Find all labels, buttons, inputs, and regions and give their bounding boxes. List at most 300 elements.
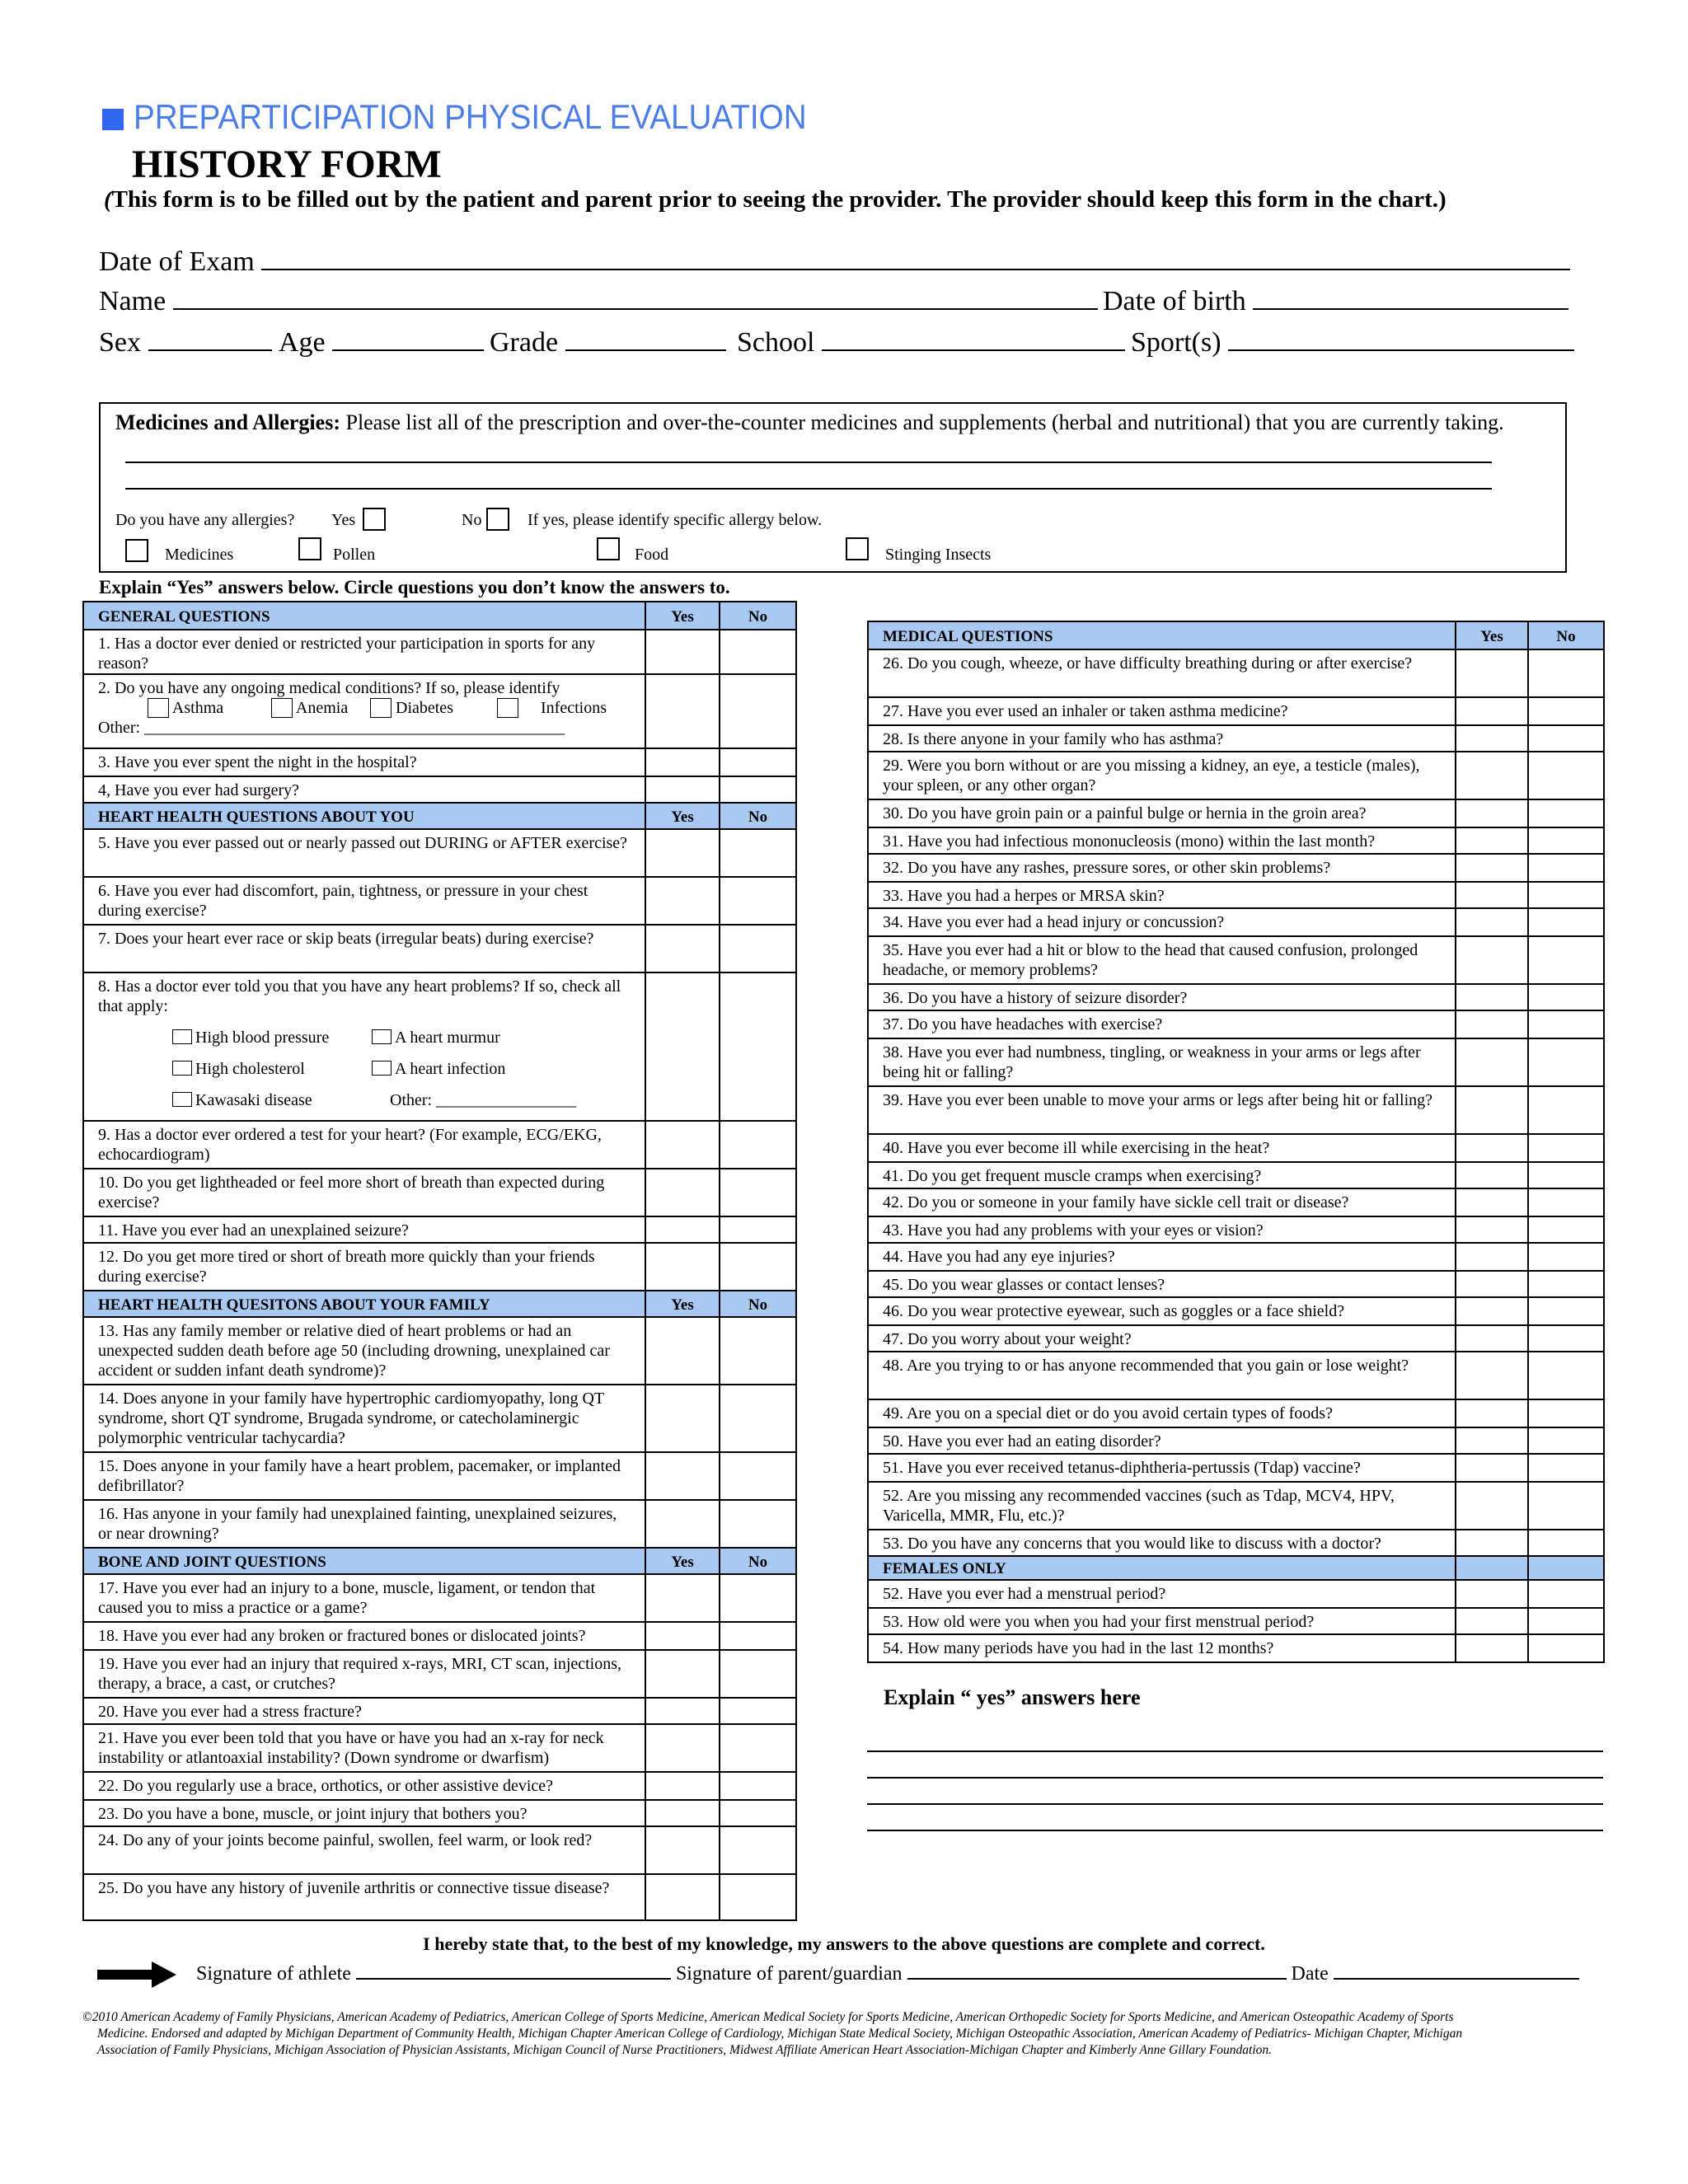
no-cell[interactable] bbox=[1528, 1086, 1604, 1134]
no-cell[interactable] bbox=[1528, 936, 1604, 984]
yes-cell[interactable] bbox=[1456, 799, 1528, 827]
yes-cell[interactable] bbox=[1456, 1162, 1528, 1188]
question-row bbox=[83, 1452, 796, 1500]
question-53-concerns: 53. Do you have any concerns that you would like to discuss with a doctor? bbox=[868, 1530, 1456, 1556]
question-30: 30. Do you have groin pain or a painful bulge or hernia in the groin area? bbox=[868, 799, 1456, 827]
question-1: 1. Has a doctor ever denied or restricted your participation in sports for any reason? bbox=[83, 630, 645, 674]
question-row bbox=[868, 725, 1604, 752]
no-cell[interactable] bbox=[1528, 1608, 1604, 1634]
no-cell[interactable] bbox=[1528, 1634, 1604, 1662]
medicines-line-2[interactable] bbox=[125, 488, 1492, 490]
question-50: 50. Have you ever had an eating disorder? bbox=[868, 1427, 1456, 1454]
question-51: 51. Have you ever received tetanus-diphtheria-pertussis (Tdap) vaccine? bbox=[868, 1454, 1456, 1482]
asthma-checkbox[interactable] bbox=[148, 698, 169, 718]
no-cell[interactable] bbox=[1528, 1427, 1604, 1454]
sports-row bbox=[1131, 326, 1574, 359]
question-43: 43. Have you had any problems with your eyes or vision? bbox=[868, 1216, 1456, 1243]
yes-header: Yes bbox=[1456, 621, 1528, 649]
question-25: 25. Do you have any history of juvenile arthritis or connective tissue disease? bbox=[83, 1874, 645, 1920]
no-cell[interactable] bbox=[1528, 697, 1604, 725]
no-cell[interactable] bbox=[1528, 1530, 1604, 1556]
yes-cell[interactable] bbox=[645, 1650, 720, 1698]
question-40: 40. Have you ever become ill while exercising in the heat? bbox=[868, 1134, 1456, 1162]
name-row bbox=[99, 285, 1098, 317]
form-title: PREPARTICIPATION PHYSICAL EVALUATION bbox=[134, 97, 807, 136]
footer-line-2: Medicine. Endorsed and adapted by Michigan Department of Community Health, Michigan Chapter American College of Cardiology, Michigan State Medical Society, Michigan Osteopathic Association, American Academy of Pediatrics- Michigan Chapter, Michigan bbox=[97, 2027, 1463, 2041]
question-row bbox=[868, 1352, 1604, 1399]
grade-label: Grade bbox=[490, 327, 559, 358]
yes-cell[interactable] bbox=[1456, 1086, 1528, 1134]
no-cell[interactable] bbox=[720, 1724, 796, 1772]
no-cell[interactable] bbox=[720, 1698, 796, 1724]
heart-you-header: HEART HEALTH QUESTIONS ABOUT YOU bbox=[83, 803, 645, 829]
no-cell[interactable] bbox=[720, 1452, 796, 1500]
no-cell[interactable] bbox=[1528, 1243, 1604, 1271]
question-row bbox=[83, 1216, 796, 1243]
yes-cell[interactable] bbox=[1456, 1352, 1528, 1399]
no-cell[interactable] bbox=[720, 630, 796, 674]
date-label: Date bbox=[1291, 1963, 1329, 1985]
diabetes-checkbox[interactable] bbox=[370, 698, 392, 718]
question-row bbox=[83, 925, 796, 972]
question-row bbox=[83, 1826, 796, 1874]
yes-header: Yes bbox=[645, 1548, 720, 1574]
question-46: 46. Do you wear protective eyewear, such as goggles or a face shield? bbox=[868, 1297, 1456, 1325]
no-cell[interactable] bbox=[1528, 1038, 1604, 1086]
question-row bbox=[83, 674, 796, 748]
question-34: 34. Have you ever had a head injury or concussion? bbox=[868, 908, 1456, 936]
no-cell[interactable] bbox=[1528, 1352, 1604, 1399]
yes-header: Yes bbox=[645, 602, 720, 630]
age-field[interactable] bbox=[332, 326, 484, 351]
allergy-no-checkbox[interactable] bbox=[486, 508, 509, 531]
bone-header-row bbox=[83, 1548, 796, 1574]
yes-cell[interactable] bbox=[1456, 1297, 1528, 1325]
explain-yes-instructions: Explain “Yes” answers below. Circle questions you don’t know the answers to. bbox=[99, 577, 730, 598]
yes-cell[interactable] bbox=[645, 1317, 720, 1385]
yes-cell[interactable] bbox=[1456, 1325, 1528, 1352]
no-cell[interactable] bbox=[1528, 1454, 1604, 1482]
no-cell[interactable] bbox=[1528, 984, 1604, 1010]
no-cell[interactable] bbox=[720, 748, 796, 776]
form-instructions: (This form is to be filled out by the patient and parent prior to seeing the provider. The provider should keep this form in the chart.) bbox=[104, 186, 1447, 213]
footer-line-3: Association of Family Physicians, Michigan Association of Physician Assistants, Michigan Council of Nurse Practitioners, Midwest Affiliate American Heart Association-Michigan Chapter and Kimberly Anne Gillary Foundation. bbox=[97, 2043, 1273, 2057]
name-field[interactable] bbox=[173, 285, 1098, 310]
no-cell[interactable] bbox=[1528, 1188, 1604, 1216]
question-row bbox=[83, 1800, 796, 1826]
question-6: 6. Have you ever had discomfort, pain, tightness, or pressure in your chest during exercise? bbox=[83, 877, 645, 925]
allergy-yes-checkbox[interactable] bbox=[363, 508, 386, 531]
heart-infection-checkbox[interactable] bbox=[372, 1061, 392, 1076]
question-row bbox=[868, 752, 1604, 799]
question-row bbox=[868, 697, 1604, 725]
no-cell[interactable] bbox=[720, 1385, 796, 1452]
yes-cell[interactable] bbox=[1456, 882, 1528, 908]
question-9: 9. Has a doctor ever ordered a test for your heart? (For example, ECG/EKG, echocardiogram) bbox=[83, 1121, 645, 1169]
no-cell[interactable] bbox=[1528, 1482, 1604, 1530]
cholesterol-checkbox[interactable] bbox=[172, 1061, 192, 1076]
question-row bbox=[83, 1385, 796, 1452]
yes-cell[interactable] bbox=[1456, 1216, 1528, 1243]
allergy-yes-label: Yes bbox=[331, 511, 356, 529]
question-row bbox=[83, 1874, 796, 1920]
date-of-exam-row bbox=[99, 246, 1570, 278]
no-cell[interactable] bbox=[720, 1169, 796, 1216]
yes-cell[interactable] bbox=[1456, 936, 1528, 984]
question-11: 11. Have you ever had an unexplained seizure? bbox=[83, 1216, 645, 1243]
question-row bbox=[83, 630, 796, 674]
heart-family-header-row bbox=[83, 1291, 796, 1317]
females-no-blank bbox=[1528, 1556, 1604, 1580]
medicines-line-1[interactable] bbox=[125, 462, 1492, 463]
date-field[interactable] bbox=[1334, 1961, 1579, 1980]
allergy-insects-checkbox[interactable] bbox=[846, 537, 869, 560]
yes-cell[interactable] bbox=[645, 1826, 720, 1874]
allergy-medicines-checkbox[interactable] bbox=[125, 539, 148, 562]
question-17: 17. Have you ever had an injury to a bone, muscle, ligament, or tendon that caused you to miss a practice or a game? bbox=[83, 1574, 645, 1622]
yes-cell[interactable] bbox=[1456, 697, 1528, 725]
question-37: 37. Do you have headaches with exercise? bbox=[868, 1010, 1456, 1038]
yes-cell[interactable] bbox=[1456, 1399, 1528, 1427]
yes-cell[interactable] bbox=[645, 1874, 720, 1920]
yes-cell[interactable] bbox=[645, 925, 720, 972]
cholesterol-option: High cholesterol bbox=[172, 1059, 305, 1079]
signature-row bbox=[196, 1961, 1579, 1985]
medical-header: MEDICAL QUESTIONS bbox=[868, 621, 1456, 649]
question-35: 35. Have you ever had a hit or blow to the head that caused confusion, prolonged headache, or memory problems? bbox=[868, 936, 1456, 984]
question-38: 38. Have you ever had numbness, tingling, or weakness in your arms or legs after being hit or falling? bbox=[868, 1038, 1456, 1086]
question-row bbox=[868, 1608, 1604, 1634]
yes-cell[interactable] bbox=[1456, 1634, 1528, 1662]
yes-cell[interactable] bbox=[1456, 1427, 1528, 1454]
yes-cell[interactable] bbox=[645, 1800, 720, 1826]
grade-field[interactable] bbox=[565, 326, 726, 351]
question-row bbox=[83, 776, 796, 803]
allergy-identify-note: If yes, please identify specific allergy below. bbox=[528, 511, 823, 529]
medicines-title: Medicines and Allergies: Please list all of the prescription and over-the-counter medicines and supplements (herbal and nutritional) that you are currently taking. bbox=[115, 410, 1504, 434]
question-row bbox=[868, 908, 1604, 936]
no-cell[interactable] bbox=[1528, 1134, 1604, 1162]
yes-header: Yes bbox=[645, 803, 720, 829]
infections-checkbox[interactable] bbox=[497, 698, 518, 718]
question-39: 39. Have you ever been unable to move your arms or legs after being hit or falling? bbox=[868, 1086, 1456, 1134]
question-row bbox=[868, 1038, 1604, 1086]
no-cell[interactable] bbox=[1528, 1325, 1604, 1352]
school-label: School bbox=[737, 327, 815, 358]
athlete-signature-label: Signature of athlete bbox=[196, 1963, 351, 1985]
arrow-right-icon bbox=[97, 1961, 176, 1988]
heart-family-header: HEART HEALTH QUESITONS ABOUT YOUR FAMILY bbox=[83, 1291, 645, 1317]
allergy-food-label: Food bbox=[635, 546, 669, 564]
yes-cell[interactable] bbox=[1456, 1608, 1528, 1634]
parent-signature-field[interactable] bbox=[907, 1961, 1287, 1980]
yes-cell[interactable] bbox=[645, 1216, 720, 1243]
no-cell[interactable] bbox=[720, 1216, 796, 1243]
no-cell[interactable] bbox=[1528, 752, 1604, 799]
no-cell[interactable] bbox=[1528, 1399, 1604, 1427]
heart-infection-option: A heart infection bbox=[372, 1059, 505, 1079]
question-row bbox=[83, 1169, 796, 1216]
question-row bbox=[83, 1574, 796, 1622]
question-21: 21. Have you ever been told that you have or have you had an x-ray for neck instability or atlantoaxial instability? (Down syndrome or dwarfism) bbox=[83, 1724, 645, 1772]
yes-cell[interactable] bbox=[645, 1622, 720, 1650]
kawasaki-checkbox[interactable] bbox=[172, 1092, 192, 1107]
question-row bbox=[868, 1162, 1604, 1188]
yes-cell[interactable] bbox=[1456, 1454, 1528, 1482]
yes-cell[interactable] bbox=[645, 1452, 720, 1500]
question-22: 22. Do you regularly use a brace, orthotics, or other assistive device? bbox=[83, 1772, 645, 1800]
yes-cell[interactable] bbox=[1456, 1243, 1528, 1271]
no-cell[interactable] bbox=[720, 1121, 796, 1169]
hbp-checkbox[interactable] bbox=[172, 1029, 192, 1044]
question-42: 42. Do you or someone in your family have sickle cell trait or disease? bbox=[868, 1188, 1456, 1216]
no-cell[interactable] bbox=[1528, 1580, 1604, 1608]
no-cell[interactable] bbox=[1528, 649, 1604, 697]
yes-cell[interactable] bbox=[1456, 827, 1528, 854]
question-49: 49. Are you on a special diet or do you avoid certain types of foods? bbox=[868, 1399, 1456, 1427]
no-cell[interactable] bbox=[720, 877, 796, 925]
school-field[interactable] bbox=[822, 326, 1125, 351]
no-cell[interactable] bbox=[720, 776, 796, 803]
no-cell[interactable] bbox=[1528, 827, 1604, 854]
question-7: 7. Does your heart ever race or skip beats (irregular beats) during exercise? bbox=[83, 925, 645, 972]
yes-cell[interactable] bbox=[1456, 1271, 1528, 1297]
yes-cell[interactable] bbox=[1456, 1038, 1528, 1086]
question-52-menstrual: 52. Have you ever had a menstrual period? bbox=[868, 1580, 1456, 1608]
question-26: 26. Do you cough, wheeze, or have difficulty breathing during or after exercise? bbox=[868, 649, 1456, 697]
question-row bbox=[868, 827, 1604, 854]
no-cell[interactable] bbox=[1528, 725, 1604, 752]
no-cell[interactable] bbox=[1528, 908, 1604, 936]
question-row bbox=[868, 1271, 1604, 1297]
no-cell[interactable] bbox=[720, 829, 796, 877]
medical-header-row bbox=[868, 621, 1604, 649]
allergy-insects-label: Stinging Insects bbox=[885, 546, 992, 564]
heart-options-row-2 bbox=[98, 1059, 631, 1079]
no-cell[interactable] bbox=[1528, 882, 1604, 908]
no-header: No bbox=[720, 1548, 796, 1574]
question-row bbox=[868, 799, 1604, 827]
yes-cell[interactable] bbox=[1456, 854, 1528, 882]
question-row bbox=[868, 1188, 1604, 1216]
anemia-checkbox[interactable] bbox=[271, 698, 293, 718]
no-cell[interactable] bbox=[720, 1243, 796, 1291]
question-24: 24. Do any of your joints become painful, swollen, feel warm, or look red? bbox=[83, 1826, 645, 1874]
question-row bbox=[83, 1724, 796, 1772]
question-2-other[interactable]: Other: ___________________________________________________ bbox=[98, 719, 565, 737]
question-23: 23. Do you have a bone, muscle, or joint injury that bothers you? bbox=[83, 1800, 645, 1826]
question-row bbox=[868, 1634, 1604, 1662]
question-row bbox=[83, 829, 796, 877]
attestation-statement: I hereby state that, to the best of my knowledge, my answers to the above questions are complete and correct. bbox=[423, 1933, 1265, 1954]
question-18: 18. Have you ever had any broken or fractured bones or dislocated joints? bbox=[83, 1622, 645, 1650]
no-header: No bbox=[1528, 621, 1604, 649]
no-cell[interactable] bbox=[720, 972, 796, 1121]
no-cell[interactable] bbox=[720, 1772, 796, 1800]
question-row bbox=[868, 1134, 1604, 1162]
allergy-pollen-label: Pollen bbox=[333, 546, 376, 564]
murmur-checkbox[interactable] bbox=[372, 1029, 392, 1044]
question-row bbox=[83, 1698, 796, 1724]
no-cell[interactable] bbox=[720, 1622, 796, 1650]
question-31: 31. Have you had infectious mononucleosis (mono) within the last month? bbox=[868, 827, 1456, 854]
sex-row bbox=[99, 326, 272, 359]
date-of-exam-field[interactable] bbox=[261, 246, 1570, 270]
question-5: 5. Have you ever passed out or nearly passed out DURING or AFTER exercise? bbox=[83, 829, 645, 877]
yes-cell[interactable] bbox=[1456, 1530, 1528, 1556]
heart-options-row-3 bbox=[98, 1090, 631, 1110]
yes-cell[interactable] bbox=[645, 1574, 720, 1622]
no-cell[interactable] bbox=[720, 1800, 796, 1826]
heart-options-row-1 bbox=[98, 1028, 631, 1047]
question-52-vaccines: 52. Are you missing any recommended vaccines (such as Tdap, MCV4, HPV, Varicella, MMR, Flu, etc.)? bbox=[868, 1482, 1456, 1530]
yes-cell[interactable] bbox=[1456, 1010, 1528, 1038]
murmur-option: A heart murmur bbox=[372, 1028, 500, 1047]
no-cell[interactable] bbox=[1528, 1010, 1604, 1038]
allergy-pollen-checkbox[interactable] bbox=[298, 537, 321, 560]
yes-cell[interactable] bbox=[645, 748, 720, 776]
no-cell[interactable] bbox=[720, 1317, 796, 1385]
yes-cell[interactable] bbox=[645, 1121, 720, 1169]
athlete-signature-field[interactable] bbox=[356, 1961, 671, 1980]
yes-cell[interactable] bbox=[645, 877, 720, 925]
yes-cell[interactable] bbox=[1456, 984, 1528, 1010]
yes-cell[interactable] bbox=[1456, 1134, 1528, 1162]
no-header: No bbox=[720, 803, 796, 829]
question-row bbox=[868, 1454, 1604, 1482]
question-row bbox=[868, 1427, 1604, 1454]
date-of-birth-field[interactable] bbox=[1253, 285, 1568, 310]
sex-field[interactable] bbox=[148, 326, 272, 351]
yes-cell[interactable] bbox=[1456, 752, 1528, 799]
yes-cell[interactable] bbox=[645, 972, 720, 1121]
no-header: No bbox=[720, 1291, 796, 1317]
heart-other-field[interactable]: Other: _________________ bbox=[390, 1091, 577, 1109]
allergy-food-checkbox[interactable] bbox=[597, 537, 620, 560]
question-row bbox=[83, 1500, 796, 1548]
no-cell[interactable] bbox=[720, 674, 796, 748]
no-cell[interactable] bbox=[1528, 854, 1604, 882]
yes-cell[interactable] bbox=[1456, 725, 1528, 752]
no-cell[interactable] bbox=[1528, 1216, 1604, 1243]
yes-cell[interactable] bbox=[645, 1724, 720, 1772]
question-2: 2. Do you have any ongoing medical conditions? If so, please identify bbox=[98, 679, 560, 697]
question-12: 12. Do you get more tired or short of breath more quickly than your friends during exercise? bbox=[83, 1243, 645, 1291]
yes-cell[interactable] bbox=[645, 1698, 720, 1724]
asthma-option: Asthma bbox=[148, 698, 223, 718]
question-14: 14. Does anyone in your family have hypertrophic cardiomyopathy, long QT syndrome, short QT syndrome, Brugada syndrome, or catecholaminergic polymorphic ventricular tachycardia? bbox=[83, 1385, 645, 1452]
question-2-cell bbox=[83, 674, 645, 748]
question-8-cell bbox=[83, 972, 645, 1121]
question-row bbox=[868, 1530, 1604, 1556]
no-cell[interactable] bbox=[720, 1500, 796, 1548]
no-cell[interactable] bbox=[720, 1650, 796, 1698]
question-53-first-period: 53. How old were you when you had your first menstrual period? bbox=[868, 1608, 1456, 1634]
no-cell[interactable] bbox=[1528, 799, 1604, 827]
yes-cell[interactable] bbox=[645, 1772, 720, 1800]
yes-cell[interactable] bbox=[1456, 1188, 1528, 1216]
copyright-footer bbox=[82, 2009, 1591, 2059]
question-41: 41. Do you get frequent muscle cramps when exercising? bbox=[868, 1162, 1456, 1188]
kawasaki-option: Kawasaki disease bbox=[172, 1090, 312, 1110]
question-row bbox=[83, 877, 796, 925]
yes-cell[interactable] bbox=[645, 1500, 720, 1548]
question-54: 54. How many periods have you had in the last 12 months? bbox=[868, 1634, 1456, 1662]
sex-label: Sex bbox=[99, 327, 141, 358]
females-header-row bbox=[868, 1556, 1604, 1580]
question-row bbox=[868, 1325, 1604, 1352]
name-label: Name bbox=[99, 286, 166, 316]
question-29: 29. Were you born without or are you missing a kidney, an eye, a testicle (males), your spleen, or any other organ? bbox=[868, 752, 1456, 799]
question-row bbox=[868, 936, 1604, 984]
explain-line-3[interactable] bbox=[867, 1803, 1603, 1805]
title-bullet bbox=[102, 109, 124, 130]
no-cell[interactable] bbox=[720, 1874, 796, 1920]
question-row bbox=[83, 1622, 796, 1650]
yes-cell[interactable] bbox=[1456, 1482, 1528, 1530]
dob-row bbox=[1103, 285, 1568, 317]
general-header-row bbox=[83, 602, 796, 630]
question-27: 27. Have you ever used an inhaler or taken asthma medicine? bbox=[868, 697, 1456, 725]
date-of-birth-label: Date of birth bbox=[1103, 286, 1246, 316]
no-cell[interactable] bbox=[1528, 1162, 1604, 1188]
explain-yes-heading: Explain “ yes” answers here bbox=[884, 1685, 1141, 1709]
females-only-header: FEMALES ONLY bbox=[868, 1556, 1456, 1580]
question-row bbox=[868, 1399, 1604, 1427]
yes-cell[interactable] bbox=[645, 1385, 720, 1452]
question-row bbox=[83, 1650, 796, 1698]
diabetes-option: Diabetes bbox=[370, 698, 453, 718]
yes-cell[interactable] bbox=[1456, 1580, 1528, 1608]
yes-header: Yes bbox=[645, 1291, 720, 1317]
question-row bbox=[83, 1243, 796, 1291]
yes-cell[interactable] bbox=[645, 776, 720, 803]
no-cell[interactable] bbox=[1528, 1297, 1604, 1325]
yes-cell[interactable] bbox=[1456, 908, 1528, 936]
heart-you-header-row bbox=[83, 803, 796, 829]
question-10: 10. Do you get lightheaded or feel more short of breath than expected during exercise? bbox=[83, 1169, 645, 1216]
no-cell[interactable] bbox=[720, 925, 796, 972]
explain-line-4[interactable] bbox=[867, 1830, 1603, 1831]
yes-cell[interactable] bbox=[645, 630, 720, 674]
question-45: 45. Do you wear glasses or contact lenses? bbox=[868, 1271, 1456, 1297]
yes-cell[interactable] bbox=[645, 1169, 720, 1216]
yes-cell[interactable] bbox=[645, 829, 720, 877]
explain-line-1[interactable] bbox=[867, 1750, 1603, 1752]
parent-signature-label: Signature of parent/guardian bbox=[675, 1963, 903, 1985]
age-label: Age bbox=[279, 327, 326, 358]
question-36: 36. Do you have a history of seizure disorder? bbox=[868, 984, 1456, 1010]
no-cell[interactable] bbox=[720, 1574, 796, 1622]
question-row bbox=[83, 1121, 796, 1169]
yes-cell[interactable] bbox=[1456, 649, 1528, 697]
question-row bbox=[868, 1243, 1604, 1271]
question-row bbox=[868, 984, 1604, 1010]
question-16: 16. Has anyone in your family had unexplained fainting, unexplained seizures, or near drowning? bbox=[83, 1500, 645, 1548]
question-19: 19. Have you ever had an injury that required x-rays, MRI, CT scan, injections, therapy, a brace, a cast, or crutches? bbox=[83, 1650, 645, 1698]
question-48: 48. Are you trying to or has anyone recommended that you gain or lose weight? bbox=[868, 1352, 1456, 1399]
bone-joint-header: BONE AND JOINT QUESTIONS bbox=[83, 1548, 645, 1574]
no-cell[interactable] bbox=[1528, 1271, 1604, 1297]
explain-line-2[interactable] bbox=[867, 1777, 1603, 1779]
yes-cell[interactable] bbox=[645, 1243, 720, 1291]
right-questions-table bbox=[867, 621, 1605, 1663]
question-33: 33. Have you had a herpes or MRSA skin? bbox=[868, 882, 1456, 908]
yes-cell[interactable] bbox=[645, 674, 720, 748]
grade-row bbox=[490, 326, 726, 359]
sports-field[interactable] bbox=[1228, 326, 1574, 351]
no-cell[interactable] bbox=[720, 1826, 796, 1874]
